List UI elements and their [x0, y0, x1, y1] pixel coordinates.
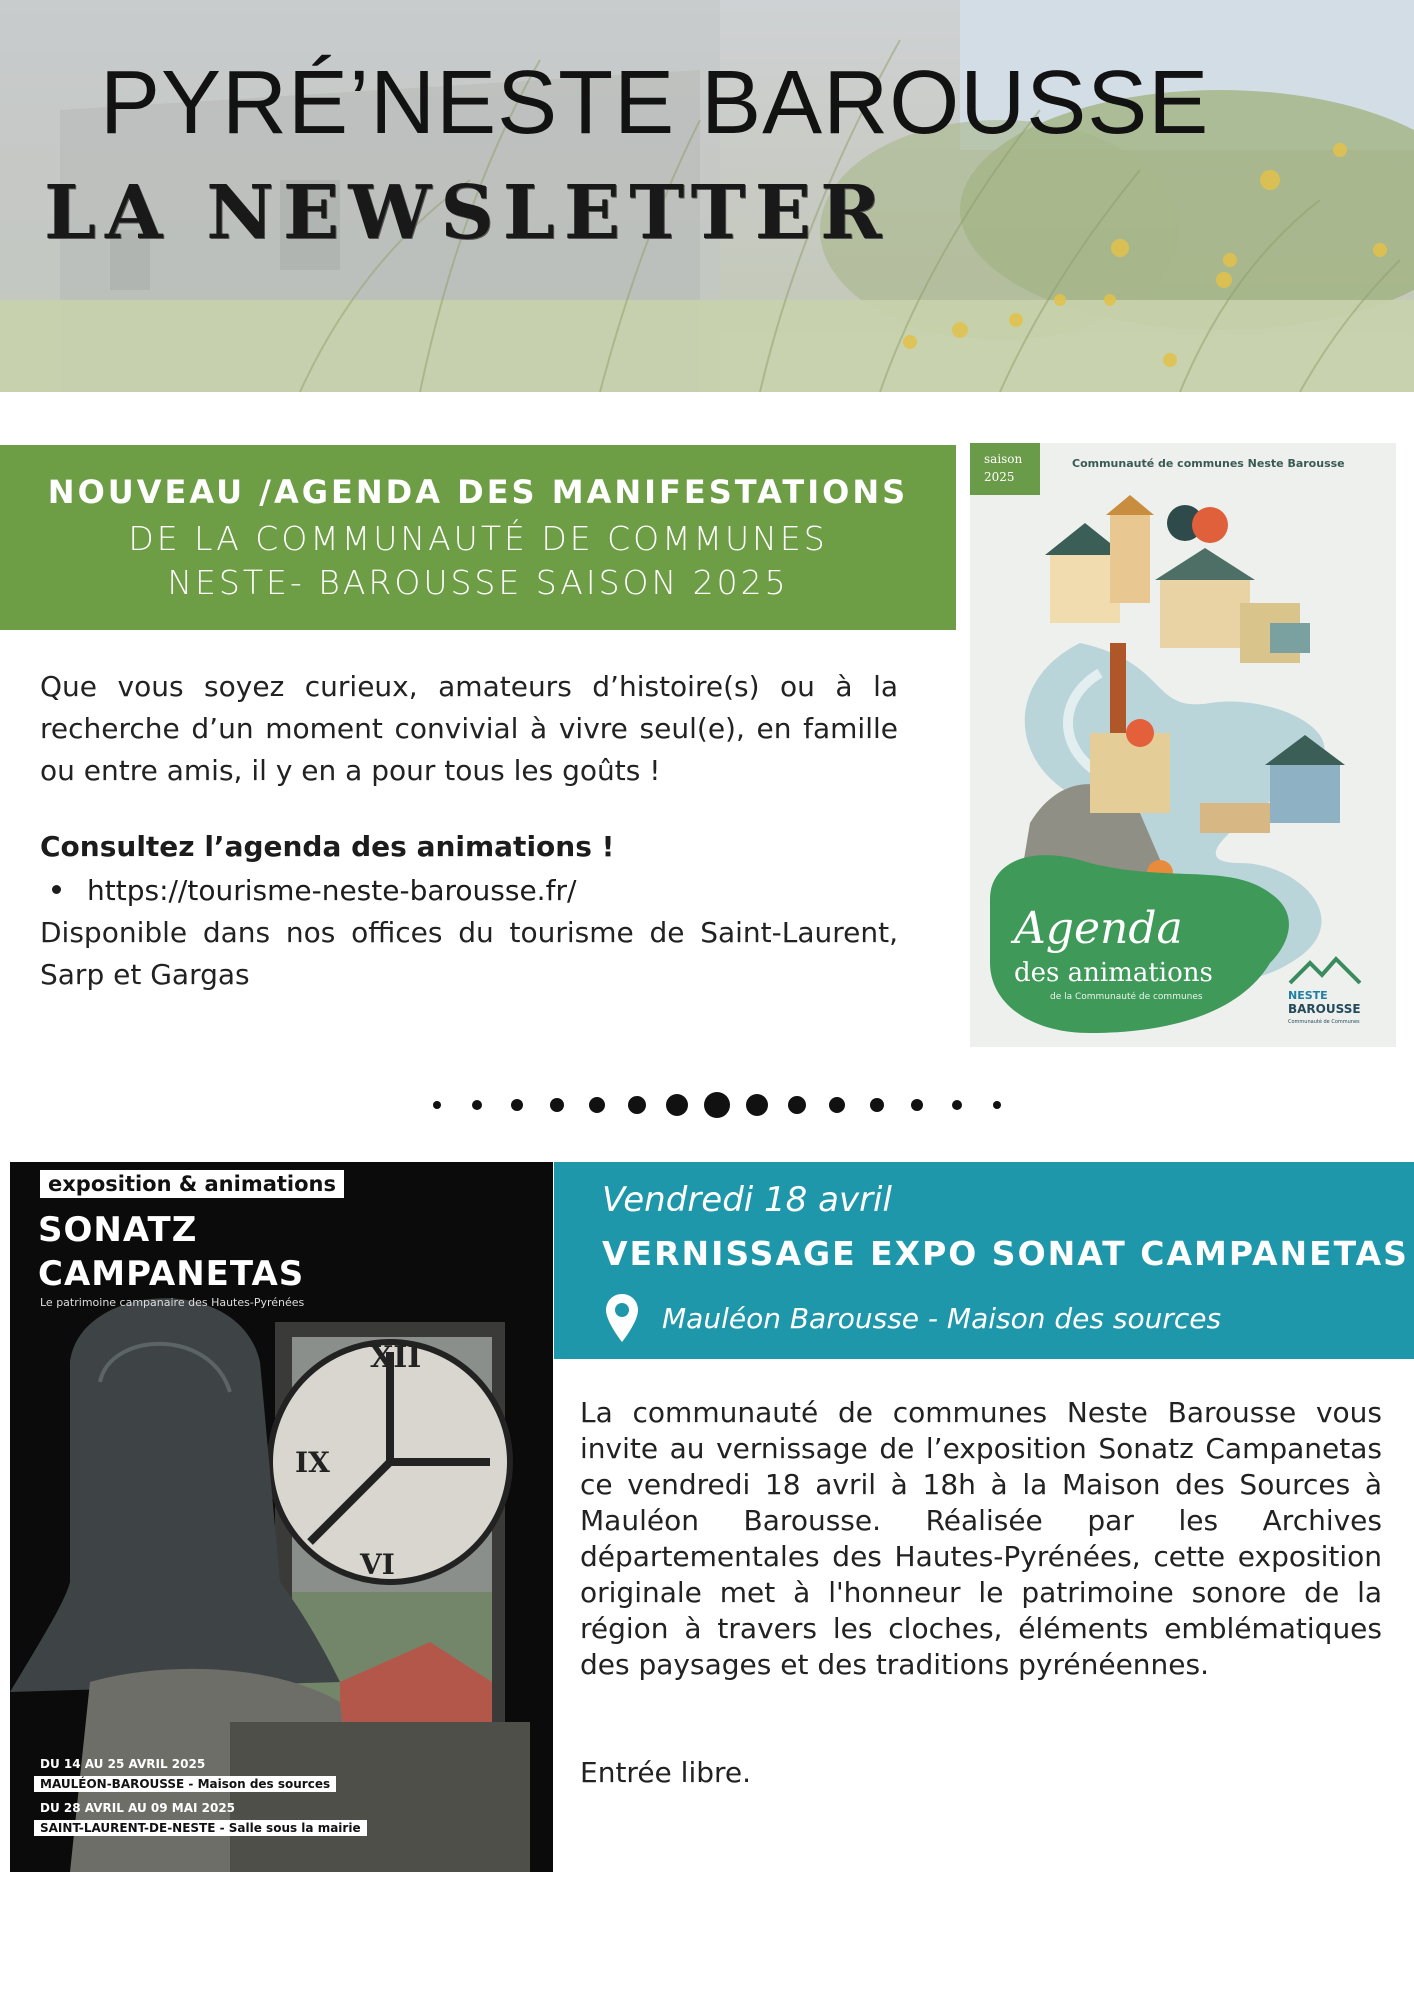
poster-title-script: Agenda [1014, 903, 1183, 954]
poster-org: Communauté de communes Neste Barousse [1072, 457, 1345, 470]
agenda-heading-line2: DE LA COMMUNAUTÉ DE COMMUNES [128, 519, 828, 558]
event-entry: Entrée libre. [580, 1756, 752, 1789]
event-title: VERNISSAGE EXPO SONAT CAMPANETAS [602, 1234, 1409, 1273]
newsletter-title: PYRÉ’NESTE BAROUSSE [100, 53, 1210, 153]
dots-divider [420, 1088, 1020, 1122]
event-poster [10, 1162, 553, 1872]
agenda-heading-band [0, 445, 956, 630]
event-poster-date1: DU 14 AU 25 AVRIL 2025 [40, 1757, 206, 1771]
event-poster-title-line2: CAMPANETAS [38, 1254, 305, 1294]
header-banner [0, 0, 1414, 392]
event-description: La communauté de communes Neste Barousse vous invite au vernissage de l’exposition Sonatz Campanetas ce vendredi 18 avril à 18h à la Maison des Sources à Mauléon Barousse. Réalisée par les Archives départementales des Hautes-Pyrénées, cette exposition originale met à l'honneur le patrimoine sonore de la région à travers les cloches, éléments emblématiques des paysages et des traditions pyrénéennes. [580, 1396, 1382, 1681]
poster-title-sub: de la Communauté de communes [1050, 992, 1203, 1002]
svg-text:IX: IX [295, 1446, 330, 1479]
poster-season-year: 2025 [984, 470, 1015, 484]
event-poster-place2: SAINT-LAURENT-DE-NESTE - Salle sous la mairie [34, 1820, 367, 1836]
poster-logo-line1: NESTE [1288, 989, 1328, 1002]
agenda-intro-text: Que vous soyez curieux, amateurs d’histoire(s) ou à la recherche d’un moment convivial à vivre seul(e), en famille ou entre amis, il y en a pour tous les goûts ! [40, 670, 898, 787]
svg-text:VI: VI [360, 1548, 395, 1581]
agenda-poster [970, 443, 1396, 1047]
agenda-heading-line3: NESTE- BAROUSSE SAISON 2025 [167, 563, 789, 602]
agenda-heading-line1: NOUVEAU /AGENDA DES MANIFESTATIONS [47, 473, 909, 511]
agenda-poster-illustration [970, 443, 1396, 1047]
svg-text:XII: XII [370, 1340, 422, 1375]
event-location: Mauléon Barousse - Maison des sources [662, 1302, 1222, 1335]
poster-season-label: saison [984, 452, 1023, 466]
agenda-link-item [52, 874, 576, 907]
newsletter-subtitle: LA NEWSLETTER [44, 170, 891, 256]
agenda-availability-text: Disponible dans nos offices du tourisme de Saint-Laurent, Sarp et Gargas [40, 916, 898, 991]
event-heading-band [554, 1162, 1414, 1359]
poster-logo-line3: Communauté de Communes [1288, 1019, 1360, 1025]
event-date: Vendredi 18 avril [602, 1180, 892, 1220]
location-pin-icon [604, 1292, 640, 1344]
agenda-cta: Consultez l’agenda des animations ! [40, 830, 615, 863]
poster-title-main: des animations [1014, 958, 1213, 988]
event-poster-title [38, 1208, 304, 1296]
event-poster-title-line1: SONATZ [38, 1210, 198, 1250]
poster-logo-line2: BAROUSSE [1288, 1002, 1361, 1016]
agenda-link[interactable]: https://tourisme-neste-barousse.fr/ [87, 874, 577, 907]
event-poster-date2: DU 28 AVRIL AU 09 MAI 2025 [40, 1801, 236, 1815]
event-poster-subtitle: Le patrimoine campanaire des Hautes-Pyrénées [40, 1296, 305, 1309]
bullet-icon [52, 885, 61, 894]
event-poster-badge: exposition & animations [40, 1170, 344, 1198]
event-poster-place1: MAULÉON-BAROUSSE - Maison des sources [34, 1776, 336, 1792]
